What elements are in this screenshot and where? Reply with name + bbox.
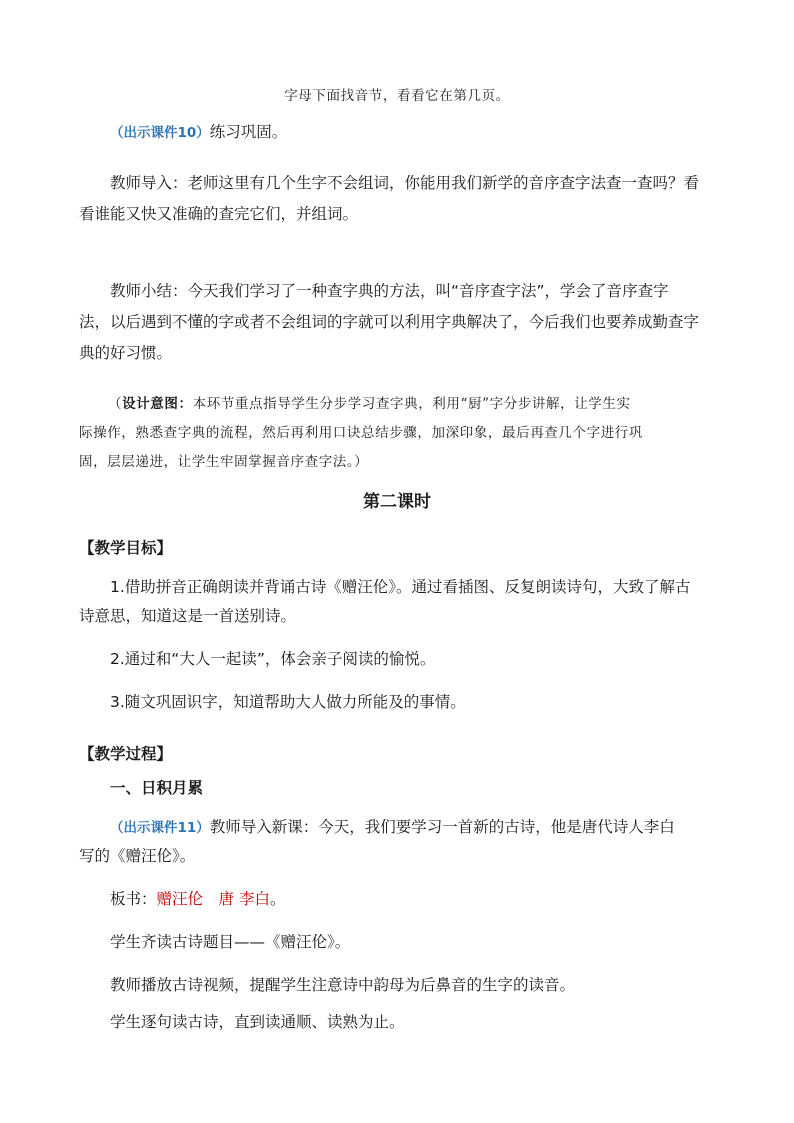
board-content: 赠汪伦 唐 李白 [156, 890, 270, 908]
intro-line-2: 看谁能又快又准确的查完它们，并组词。 [79, 205, 359, 223]
read-each-line: 学生逐句读古诗，直到读通顺、读熟为止。 [110, 1013, 405, 1031]
summary-line-1: 教师小结：今天我们学习了一种查字典的方法，叫“音序查字法”，学会了音序查字 [110, 282, 669, 300]
design-intent-text: 本环节重点指导学生分步学习查字典，利用“厨”字分步讲解，让学生实 [192, 396, 631, 412]
summary-line-2: 法，以后遇到不懂的字或者不会组词的字就可以利用字典解决了，今后我们也要养成勤查字 [79, 313, 700, 331]
paragraph-show-slide-10 [110, 122, 287, 143]
design-intent-line-1 [108, 394, 631, 414]
goal-1-line-1: 1.借助拼音正确朗读并背诵古诗《赠汪伦》。通过看插图、反复朗读诗句，大致了解古 [110, 578, 691, 596]
open-paren: （ [108, 396, 123, 412]
board-writing [110, 889, 285, 909]
slide-tag: （出示课件11） [110, 820, 210, 836]
paragraph-text: 教师导入新课：今天，我们要学习一首新的古诗，他是唐代诗人李白 [209, 818, 675, 836]
process-heading: 【教学过程】 [79, 745, 173, 763]
summary-line-3: 典的好习惯。 [79, 344, 173, 362]
show-slide-11-line-1 [110, 817, 675, 838]
lesson-title: 第二课时 [363, 492, 431, 512]
continuation-text: 字母下面找音节，看看它在第几页。 [284, 88, 510, 104]
video-line: 教师播放古诗视频，提醒学生注意诗中韵母为后鼻音的生字的读音。 [110, 976, 576, 994]
goal-1-line-2: 诗意思，知道这是一首送别诗。 [79, 607, 297, 625]
intro-line-1: 教师导入：老师这里有几个生字不会组词，你能用我们新学的音序查字法查一查吗？看 [110, 174, 700, 192]
slide-tag: （出示课件10） [110, 125, 210, 141]
paragraph-text: 练习巩固。 [209, 123, 288, 141]
goal-3: 3.随文巩固识字，知道帮助大人做力所能及的事情。 [110, 693, 466, 711]
design-intent-line-2: 际操作，熟悉查字典的流程，然后再利用口诀总结步骤，加深印象，最后再查几个字进行巩 [79, 425, 643, 441]
board-label: 板书： [110, 890, 157, 908]
goals-heading: 【教学目标】 [79, 539, 173, 557]
section-heading-1: 一、日积月累 [110, 779, 204, 797]
goal-2: 2.通过和“大人一起读”，体会亲子阅读的愉悦。 [110, 650, 436, 668]
show-slide-11-line-2: 写的《赠汪伦》。 [79, 847, 196, 865]
read-title-line: 学生齐读古诗题目——《赠汪伦》。 [110, 933, 351, 951]
board-end: 。 [269, 890, 286, 908]
design-intent-label: 设计意图： [122, 396, 193, 412]
design-intent-line-3: 固，层层递进，让学生牢固掌握音序查字法。） [79, 454, 369, 470]
